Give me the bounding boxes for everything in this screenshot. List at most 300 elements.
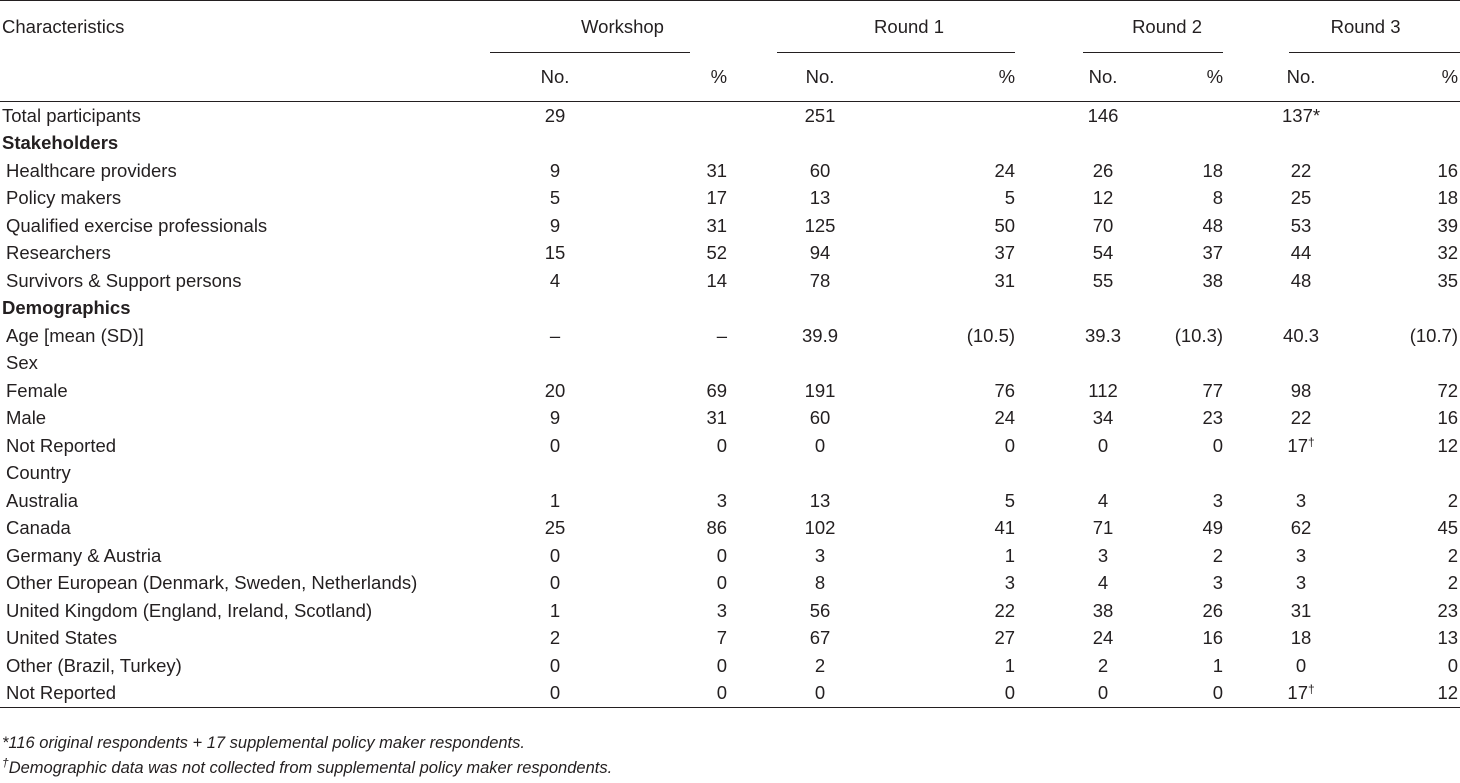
cell-no-round-3 [1271,185,1331,213]
cell-no-workshop [490,350,620,378]
cell-value: 13 [1437,627,1459,649]
cell-no-round-2 [1063,157,1143,185]
cell-pct-round-2 [1143,515,1271,543]
table-row [0,515,1460,543]
cell-value: 18 [1437,187,1459,209]
cell-pct-workshop [620,322,755,350]
cell-value: 55 [1092,269,1114,291]
cell-pct-round-1 [885,322,1063,350]
cell-no-round-3 [1271,487,1331,515]
table-row [0,652,1460,680]
cell-value: 2 [814,654,826,676]
cell-value: 112 [1088,379,1118,401]
cell-pct-round-1 [885,350,1063,378]
cell-no-round-1 [755,102,885,130]
cell-pct-round-1 [885,212,1063,240]
cell-value: 0 [1004,434,1016,456]
cell-no-round-1 [755,597,885,625]
cell-value: 3 [1295,544,1307,566]
cell-no-round-2 [1063,295,1143,323]
row-label: Country [6,462,71,484]
cell-value: – [549,324,561,346]
cell-value: 0 [814,434,826,456]
cell-no-round-3 [1271,295,1331,323]
row-label: Germany & Austria [6,544,162,566]
cell-value: 60 [809,407,831,429]
cell-pct-round-1 [885,652,1063,680]
cell-no-round-1 [755,405,885,433]
cell-pct-round-3 [1331,185,1460,213]
cell-value: 24 [994,407,1016,429]
cell-pct-round-2 [1143,350,1271,378]
cell-no-round-2 [1063,267,1143,295]
cell-value: 4 [549,269,561,291]
cell-pct-round-1 [885,157,1063,185]
table-row [0,377,1460,405]
cell-value: 14 [706,269,728,291]
table-row [0,570,1460,598]
cell-value: 22 [994,599,1016,621]
cell-pct-workshop [620,212,755,240]
cell-no-workshop [490,542,620,570]
cell-pct-round-2 [1143,680,1271,708]
table-row [0,240,1460,268]
cell-value: 8 [1212,187,1224,209]
cell-value: 1 [1004,654,1016,676]
cell-value: 39.9 [802,324,839,346]
cell-pct-round-3 [1331,240,1460,268]
cell-value: 18 [1202,159,1224,181]
cell-pct-round-2 [1143,295,1271,323]
cell-value: 16 [1202,627,1224,649]
cell-value: 4 [1097,572,1109,594]
cell-no-workshop [490,460,620,488]
cell-pct-round-3 [1331,322,1460,350]
row-label: Sex [6,352,38,374]
cell-value: 23 [1437,599,1459,621]
cell-value: 0 [1097,682,1109,704]
cell-value: 2 [1212,544,1224,566]
cell-no-round-2 [1063,487,1143,515]
cell-pct-round-2 [1143,597,1271,625]
footnote-dagger-mark: † [2,756,9,770]
cell-value: 26 [1092,159,1114,181]
cell-no-round-1 [755,570,885,598]
cell-no-round-2 [1063,130,1143,158]
header-no-workshop: No. [490,53,620,102]
cell-no-round-1 [755,267,885,295]
header-pct-round-2: % [1143,53,1271,102]
row-label: Healthcare providers [6,159,177,181]
cell-no-round-3 [1271,350,1331,378]
cell-no-round-1 [755,185,885,213]
header-pct-round-3: % [1331,53,1460,102]
cell-pct-round-3 [1331,625,1460,653]
cell-pct-round-3 [1331,597,1460,625]
cell-pct-round-2 [1143,487,1271,515]
cell-no-round-2 [1063,515,1143,543]
cell-pct-round-3 [1331,542,1460,570]
cell-no-workshop [490,570,620,598]
cell-value: 8 [814,572,826,594]
header-pct-workshop: % [620,53,755,102]
cell-value: 41 [994,517,1016,539]
cell-no-round-3 [1271,515,1331,543]
cell-pct-workshop [620,625,755,653]
cell-no-workshop [490,102,620,130]
cell-pct-workshop [620,542,755,570]
cell-no-round-3 [1271,322,1331,350]
cell-value: 0 [716,544,728,566]
section-label: Stakeholders [2,132,119,154]
cell-no-workshop [490,322,620,350]
table-row [0,405,1460,433]
cell-value: 2 [1097,654,1109,676]
cell-no-round-3 [1271,625,1331,653]
cell-no-round-1 [755,295,885,323]
cell-value: 54 [1092,242,1114,264]
cell-value: 38 [1092,599,1114,621]
cell-value: 16 [1437,407,1459,429]
cell-value: 12 [1092,187,1114,209]
cell-value: 2 [549,627,561,649]
cell-value: 39.3 [1085,324,1122,346]
header-group-round-3 [1271,1,1460,54]
cell-value: 102 [804,517,836,539]
cell-no-round-3 [1271,240,1331,268]
dagger-mark: † [1307,434,1315,449]
cell-no-workshop [490,212,620,240]
cell-value: 56 [809,599,831,621]
cell-value: 69 [706,379,728,401]
cell-pct-round-1 [885,130,1063,158]
cell-no-round-2 [1063,350,1143,378]
cell-value: 0 [1004,682,1016,704]
cell-no-workshop [490,130,620,158]
cell-no-round-1 [755,350,885,378]
cell-no-workshop [490,157,620,185]
table-body [0,102,1460,708]
cell-value: 0 [549,654,561,676]
cell-no-round-2 [1063,432,1143,460]
cell-pct-workshop [620,597,755,625]
cell-value: 16 [1437,159,1459,181]
header-group-label: Workshop [581,16,664,37]
cell-pct-workshop [620,405,755,433]
cell-no-workshop [490,377,620,405]
cell-no-round-3 [1271,652,1331,680]
cell-no-workshop [490,625,620,653]
cell-pct-round-2 [1143,185,1271,213]
cell-value: 5 [549,187,561,209]
row-label: Not Reported [6,434,117,456]
cell-no-round-3 [1271,460,1331,488]
row-label: Male [6,407,47,429]
cell-value: 1 [1004,544,1016,566]
cell-value: 76 [994,379,1016,401]
cell-pct-round-1 [885,432,1063,460]
cell-pct-round-1 [885,267,1063,295]
cell-no-round-1 [755,680,885,708]
cell-pct-round-1 [885,102,1063,130]
cell-value: 24 [994,159,1016,181]
cell-no-round-1 [755,542,885,570]
cell-value: – [716,324,728,346]
cell-value: 39 [1437,214,1459,236]
cell-value: 20 [544,379,566,401]
cell-pct-round-3 [1331,350,1460,378]
cell-pct-round-3 [1331,212,1460,240]
cell-value: 31 [706,407,728,429]
cell-value: 27 [994,627,1016,649]
header-pct-round-1: % [885,53,1063,102]
cell-no-round-2 [1063,460,1143,488]
group-underline [490,52,690,53]
cell-value: 0 [814,682,826,704]
cell-value: 45 [1437,517,1459,539]
cell-value: 146 [1087,104,1119,126]
cell-pct-round-2 [1143,652,1271,680]
cell-pct-workshop [620,185,755,213]
cell-pct-round-3 [1331,130,1460,158]
row-label: Other (Brazil, Turkey) [6,654,182,676]
cell-value: 60 [809,159,831,181]
cell-no-round-2 [1063,652,1143,680]
dagger-mark: † [1307,682,1315,697]
cell-value: 0 [1097,434,1109,456]
cell-value: 53 [1290,214,1312,236]
cell-value: 50 [994,214,1016,236]
cell-pct-round-3 [1331,157,1460,185]
cell-pct-round-3 [1331,680,1460,708]
row-label: United States [6,627,118,649]
cell-no-round-2 [1063,405,1143,433]
cell-pct-round-1 [885,625,1063,653]
cell-no-round-1 [755,157,885,185]
section-label: Demographics [2,297,131,319]
cell-value: 1 [549,599,561,621]
cell-pct-round-1 [885,240,1063,268]
row-label: Age [mean (SD)] [6,324,144,346]
cell-value: 24 [1092,627,1114,649]
cell-value: 5 [1004,187,1016,209]
cell-pct-workshop [620,460,755,488]
header-group-workshop [490,1,755,54]
row-label: Total participants [2,104,141,126]
cell-pct-workshop [620,515,755,543]
cell-value: 67 [809,627,831,649]
table-row [0,597,1460,625]
cell-value: 32 [1437,242,1459,264]
cell-pct-round-1 [885,295,1063,323]
cell-no-round-3 [1271,432,1331,460]
cell-no-round-1 [755,515,885,543]
cell-value: 17 [1287,682,1308,704]
table-row [0,680,1460,708]
cell-value: 251 [804,104,836,126]
cell-value: 0 [1212,682,1224,704]
cell-value: 3 [1295,489,1307,511]
row-label: Policy makers [6,187,122,209]
table-row [0,322,1460,350]
row-label: Australia [6,489,78,511]
cell-value: 40.3 [1283,324,1320,346]
row-label: United Kingdom (England, Ireland, Scotland) [6,599,373,621]
cell-pct-round-3 [1331,432,1460,460]
cell-no-workshop [490,185,620,213]
cell-value: 37 [1202,242,1224,264]
cell-pct-round-3 [1331,515,1460,543]
cell-pct-round-3 [1331,102,1460,130]
cell-no-round-2 [1063,570,1143,598]
cell-no-round-2 [1063,377,1143,405]
cell-value: 3 [1004,572,1016,594]
cell-pct-round-2 [1143,322,1271,350]
cell-pct-round-3 [1331,377,1460,405]
table-row [0,157,1460,185]
group-underline [1083,52,1223,53]
row-label: Female [6,379,68,401]
cell-value: 7 [716,627,728,649]
header-no-round-3: No. [1271,53,1331,102]
header-group-label: Round 3 [1330,16,1401,37]
cell-value: 25 [1290,187,1312,209]
cell-no-workshop [490,515,620,543]
cell-value: 0 [716,682,728,704]
cell-pct-round-3 [1331,570,1460,598]
cell-value: 25 [544,517,566,539]
cell-value: 9 [549,407,561,429]
cell-value: 3 [1212,572,1224,594]
cell-pct-round-1 [885,405,1063,433]
cell-pct-round-1 [885,377,1063,405]
cell-value: 125 [804,214,836,236]
row-label: Researchers [6,242,111,264]
cell-value: 9 [549,159,561,181]
cell-no-round-2 [1063,212,1143,240]
cell-value: 13 [809,187,831,209]
cell-no-round-3 [1271,377,1331,405]
header-no-round-1: No. [755,53,885,102]
cell-pct-round-1 [885,597,1063,625]
cell-value: 22 [1290,159,1312,181]
cell-pct-workshop [620,652,755,680]
cell-value: 62 [1290,517,1312,539]
cell-pct-workshop [620,487,755,515]
cell-value: 9 [549,214,561,236]
cell-pct-round-1 [885,570,1063,598]
cell-pct-workshop [620,570,755,598]
table-row [0,102,1460,130]
cell-no-round-3 [1271,267,1331,295]
cell-pct-workshop [620,267,755,295]
cell-no-round-2 [1063,185,1143,213]
cell-pct-round-1 [885,542,1063,570]
cell-no-round-2 [1063,240,1143,268]
cell-pct-round-2 [1143,570,1271,598]
cell-pct-round-3 [1331,460,1460,488]
cell-value: 0 [549,682,561,704]
cell-no-round-3 [1271,680,1331,708]
row-label: Survivors & Support persons [6,269,242,291]
cell-value: 17 [1287,434,1308,456]
table-row [0,542,1460,570]
cell-value: 12 [1437,434,1459,456]
cell-no-workshop [490,652,620,680]
cell-no-workshop [490,432,620,460]
row-label: Other European (Denmark, Sweden, Netherlands) [6,572,418,594]
cell-value: 70 [1092,214,1114,236]
cell-no-round-3 [1271,212,1331,240]
cell-no-workshop [490,240,620,268]
header-blank [0,53,490,102]
cell-no-workshop [490,405,620,433]
table-row [0,295,1460,323]
cell-value: 72 [1437,379,1459,401]
cell-no-round-1 [755,212,885,240]
cell-pct-workshop [620,157,755,185]
cell-no-workshop [490,487,620,515]
cell-value: 52 [706,242,728,264]
cell-value: 38 [1202,269,1224,291]
cell-pct-workshop [620,295,755,323]
header-characteristics: Characteristics [0,1,490,54]
cell-no-round-1 [755,487,885,515]
cell-no-round-3 [1271,597,1331,625]
group-underline [1289,52,1460,53]
cell-value: 31 [1290,599,1312,621]
cell-value: 44 [1290,242,1312,264]
cell-no-workshop [490,267,620,295]
cell-no-round-2 [1063,597,1143,625]
cell-value: 0 [549,572,561,594]
cell-no-round-3 [1271,542,1331,570]
row-label: Canada [6,517,71,539]
table-row [0,460,1460,488]
cell-value: 0 [1295,654,1307,676]
cell-value: 71 [1092,517,1114,539]
cell-no-round-2 [1063,625,1143,653]
cell-value: 0 [716,654,728,676]
row-label: Qualified exercise professionals [6,214,268,236]
cell-value: 0 [1447,654,1459,676]
cell-pct-round-2 [1143,240,1271,268]
cell-pct-round-3 [1331,405,1460,433]
cell-no-workshop [490,597,620,625]
cell-value: 1 [1212,654,1224,676]
cell-value: 13 [809,489,831,511]
table-row [0,487,1460,515]
cell-value: 3 [1212,489,1224,511]
cell-no-round-2 [1063,680,1143,708]
cell-pct-round-1 [885,680,1063,708]
cell-no-round-1 [755,130,885,158]
cell-value: 94 [809,242,831,264]
table-row [0,267,1460,295]
cell-no-workshop [490,680,620,708]
cell-pct-workshop [620,350,755,378]
cell-value: 26 [1202,599,1224,621]
cell-pct-round-2 [1143,542,1271,570]
cell-pct-round-2 [1143,625,1271,653]
cell-value: 3 [716,599,728,621]
header-group-round-2 [1063,1,1271,54]
cell-pct-workshop [620,432,755,460]
cell-value: 49 [1202,517,1224,539]
cell-no-round-2 [1063,322,1143,350]
cell-value: 35 [1437,269,1459,291]
cell-pct-round-2 [1143,460,1271,488]
